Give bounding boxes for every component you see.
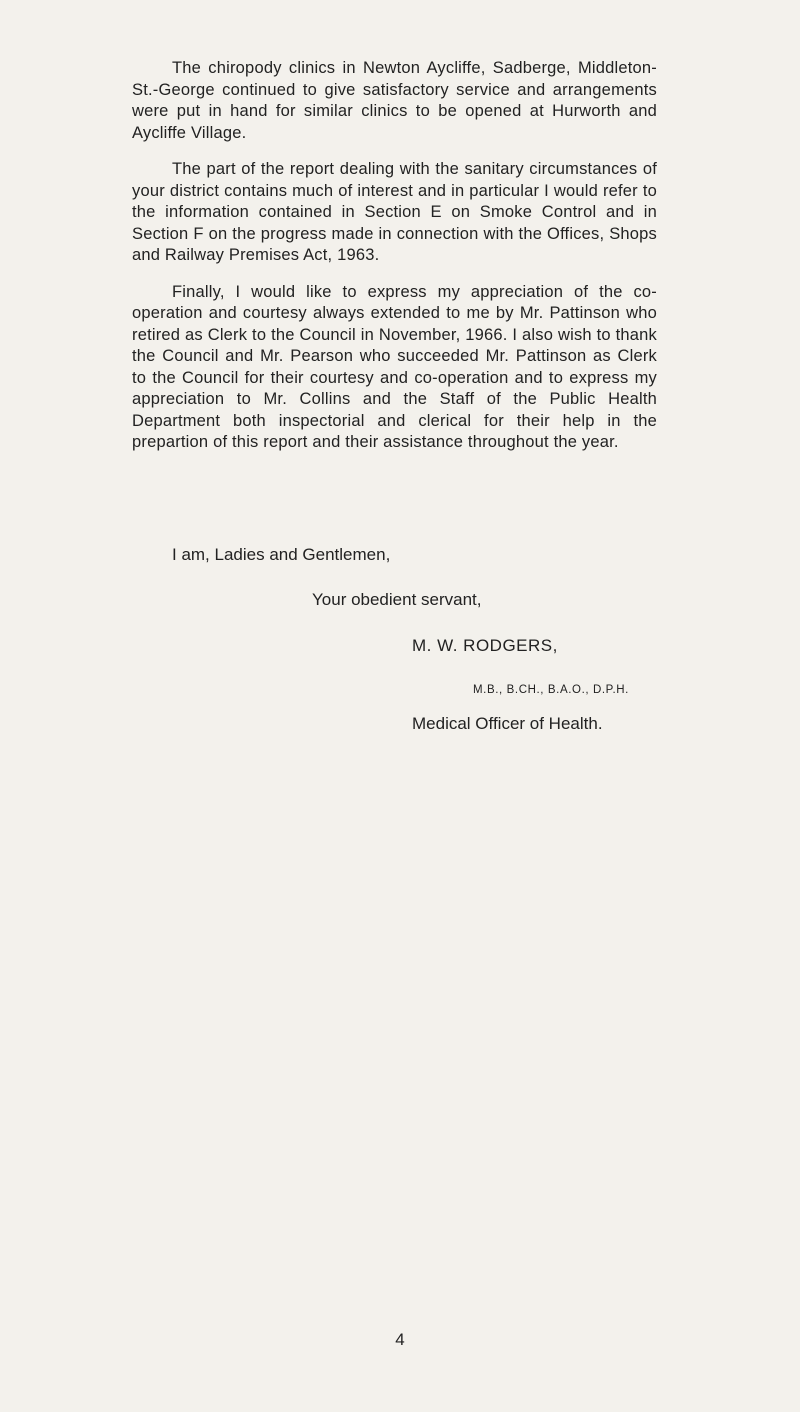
paragraph-chiropody-clinics: The chiropody clinics in Newton Aycliffe, Sadberge, Middleton-St.-George continued to give satisfactory service and arrangements were put in hand for similar clinics to be opened at Hurworth and Aycliffe Village. <box>132 59 657 142</box>
paragraph-sanitary-circumstances: The part of the report dealing with the sanitary circumstances of your district contains much of interest and in particular I would refer to the information contained in Section E on Smoke Control and in Section F on the progress made in connection with the Offices, Shops and Railway Premises Act, 1963. <box>132 160 657 264</box>
salutation: I am, Ladies and Gentlemen, <box>172 545 391 564</box>
page-number: 4 <box>395 1330 405 1349</box>
signer-qualifications: M.B., B.CH., B.A.O., D.P.H. <box>473 684 629 696</box>
letter-body <box>132 58 657 469</box>
signer-title: Medical Officer of Health. <box>412 714 603 733</box>
valediction: Your obedient servant, <box>312 590 482 609</box>
paragraph-appreciation: Finally, I would like to express my appreciation of the co-operation and courtesy always extended to me by Mr. Pattinson who retired as Clerk to the Council in November, 1966. I also wish to thank the Council and Mr. Pearson who succeeded Mr. Pattinson as Clerk to the Council for their courtesy and co-operation and to express my appreciation to Mr. Collins and the Staff of the Public Health Department both inspectorial and clerical for their help in the prepartion of this report and their assistance throughout the year. <box>132 282 657 451</box>
signer-name: M. W. RODGERS, <box>412 636 558 655</box>
